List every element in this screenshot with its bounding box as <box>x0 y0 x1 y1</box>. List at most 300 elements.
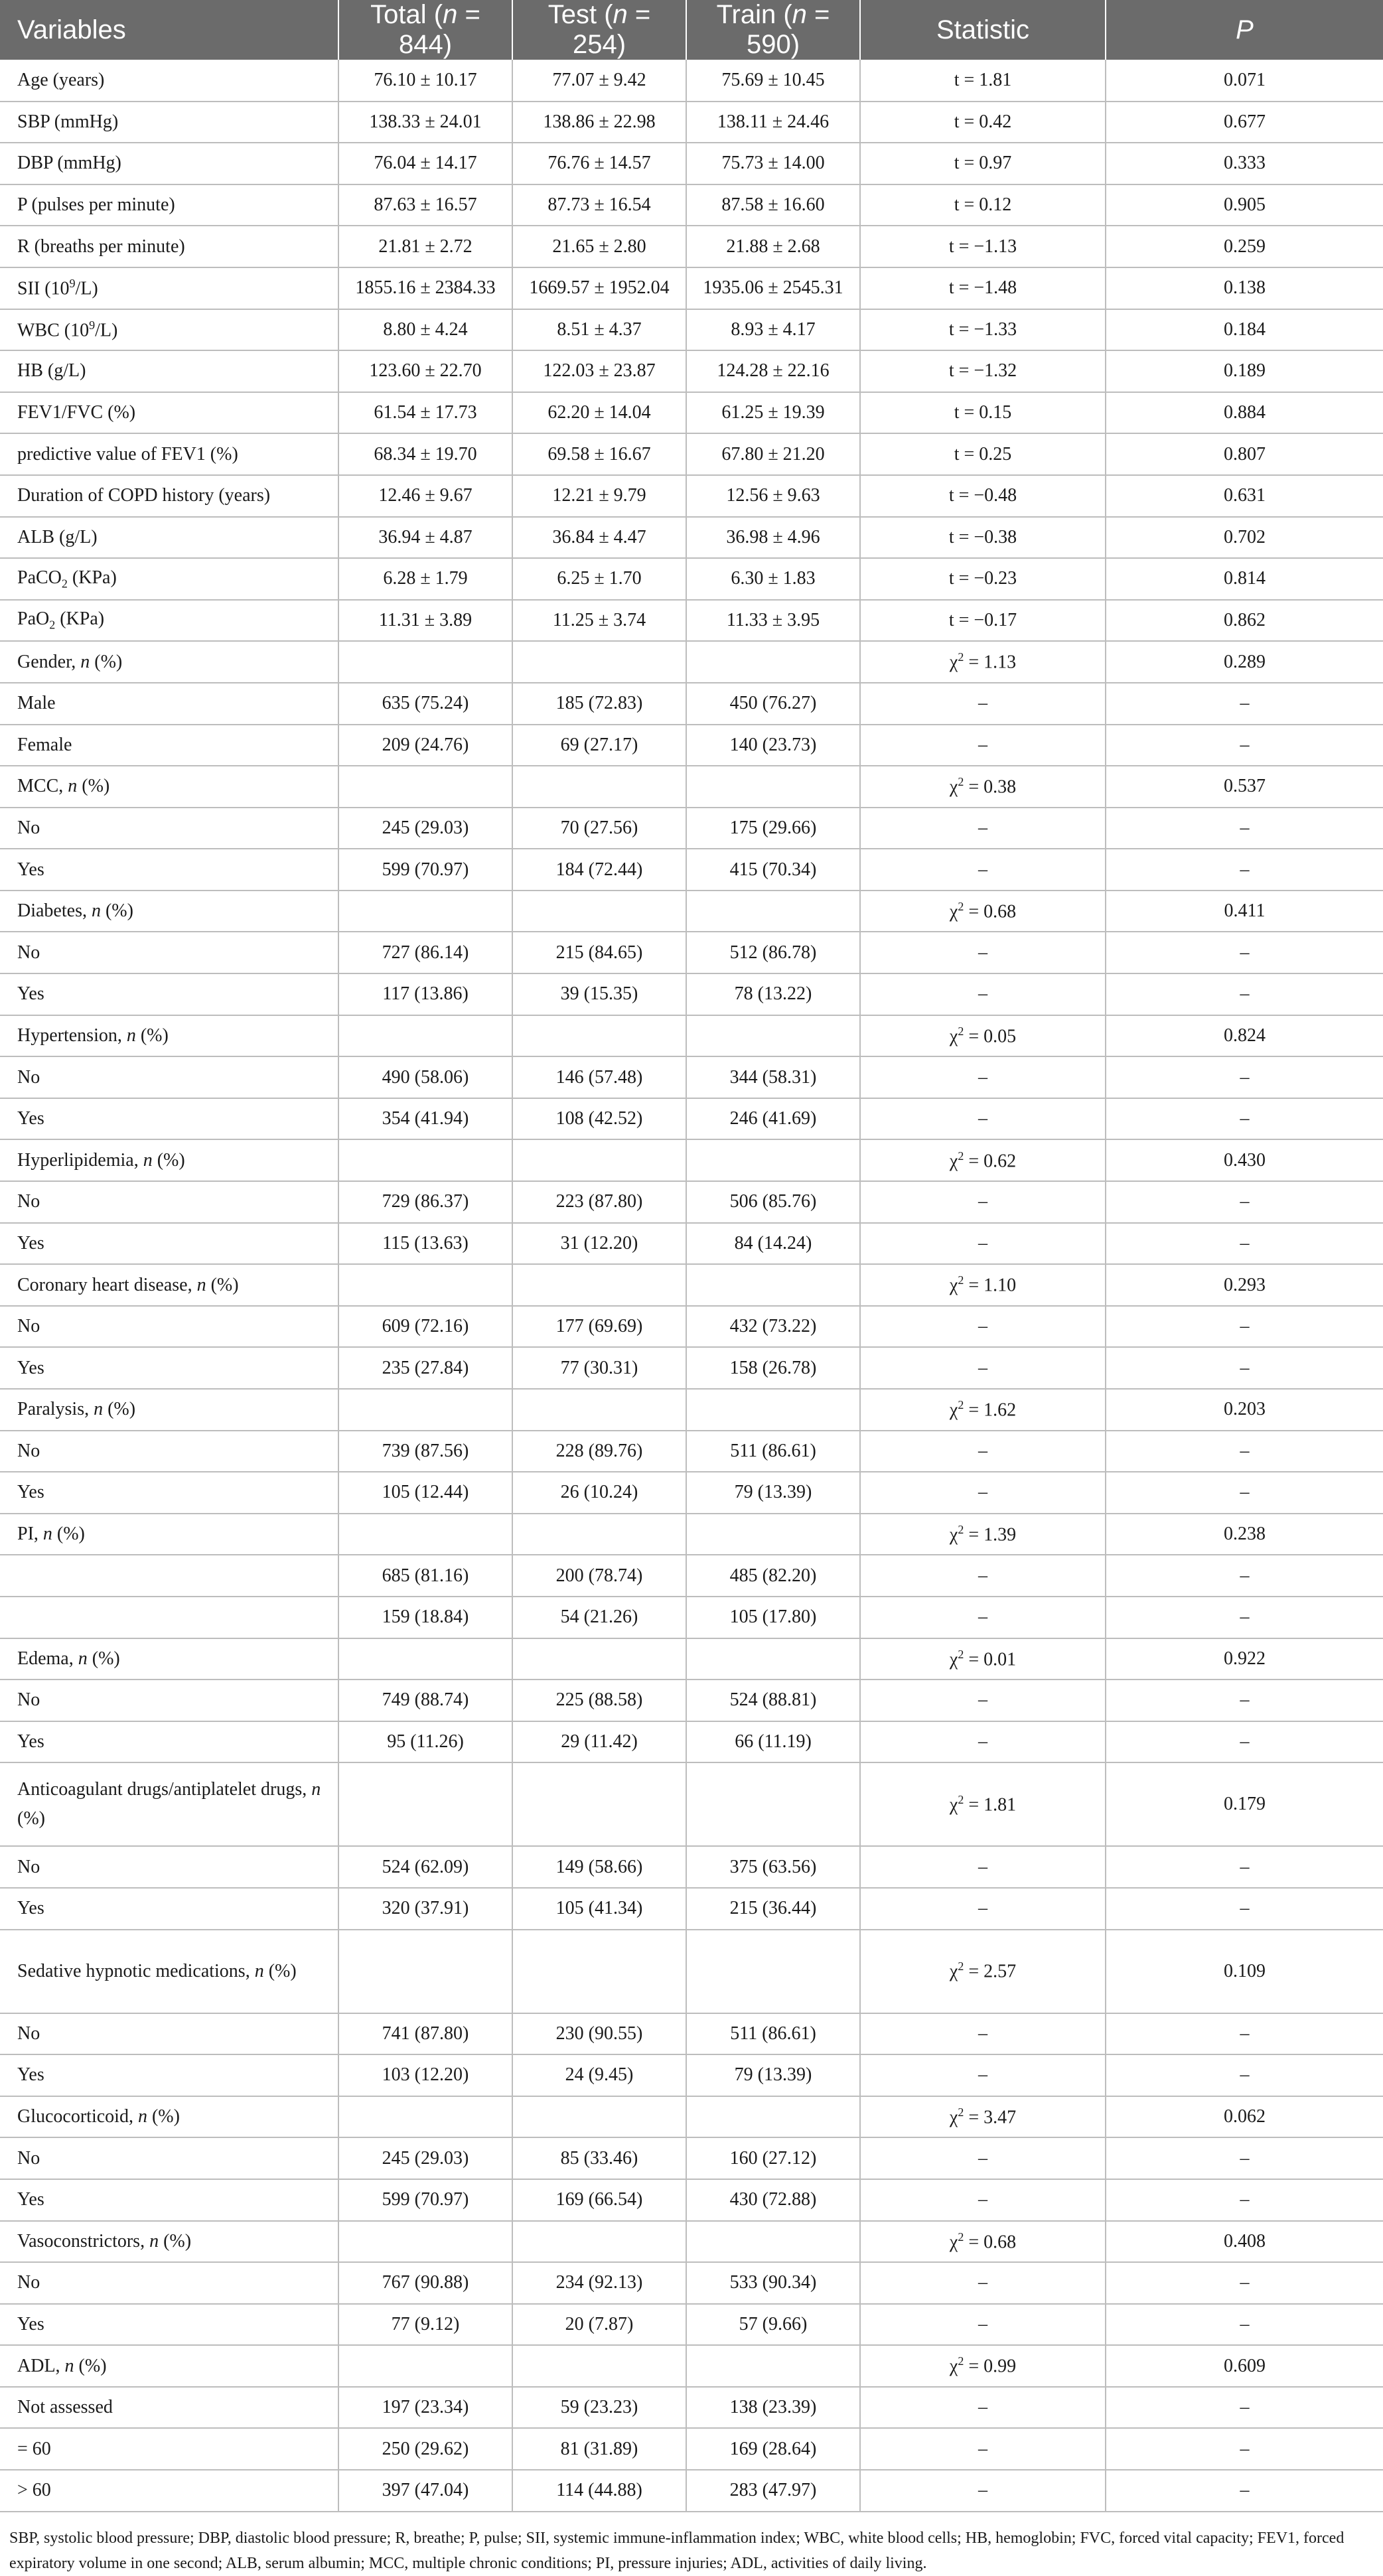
cell-total: 36.94 ± 4.87 <box>338 517 512 559</box>
cell-total: 95 (11.26) <box>338 1721 512 1763</box>
cell-total: 1855.16 ± 2384.33 <box>338 267 512 309</box>
cell-test <box>512 891 686 932</box>
cell-variable: Yes <box>0 1098 338 1140</box>
cell-train <box>686 1514 860 1555</box>
cell-test: 77.07 ± 9.42 <box>512 60 686 102</box>
cell-variable: Not assessed <box>0 2387 338 2429</box>
cell-test: 200 (78.74) <box>512 1555 686 1597</box>
cell-p-value: 0.189 <box>1106 350 1383 392</box>
cell-test <box>512 1139 686 1181</box>
cell-total: 599 (70.97) <box>338 849 512 891</box>
table-row <box>0 1431 1383 1472</box>
cell-variable <box>0 1555 338 1597</box>
cell-test: 29 (11.42) <box>512 1721 686 1763</box>
table-row <box>0 226 1383 267</box>
table-row <box>0 1555 1383 1597</box>
cell-statistic: $\chi^2 = 0.38$ <box>860 766 1106 808</box>
cell-statistic: – <box>860 1597 1106 1638</box>
table-body <box>0 60 1383 2512</box>
cell-variable: HB (g/L) <box>0 350 338 392</box>
cell-statistic: – <box>860 1056 1106 1098</box>
cell-p-value: – <box>1106 2387 1383 2429</box>
table-row <box>0 1930 1383 2013</box>
cell-p-value: 0.179 <box>1106 1762 1383 1846</box>
cell-test: 76.76 ± 14.57 <box>512 143 686 184</box>
cell-total: 245 (29.03) <box>338 808 512 849</box>
cell-statistic: $\chi^2 = 0.01$ <box>860 1638 1106 1680</box>
cell-p-value: – <box>1106 2262 1383 2304</box>
cell-train: 344 (58.31) <box>686 1056 860 1098</box>
cell-variable: SBP (mmHg) <box>0 102 338 143</box>
cell-test: 20 (7.87) <box>512 2304 686 2346</box>
cell-total: 245 (29.03) <box>338 2137 512 2179</box>
cell-p-value: – <box>1106 1056 1383 1098</box>
cell-variable: MCC, n (%) <box>0 766 338 808</box>
cell-total: 727 (86.14) <box>338 932 512 973</box>
cell-total <box>338 1139 512 1181</box>
cell-p-value: – <box>1106 1597 1383 1638</box>
cell-p-value: 0.537 <box>1106 766 1383 808</box>
cell-p-value: 0.293 <box>1106 1264 1383 1306</box>
cell-variable: Yes <box>0 1472 338 1514</box>
cell-test: 85 (33.46) <box>512 2137 686 2179</box>
cell-p-value: – <box>1106 683 1383 725</box>
cell-train: 375 (63.56) <box>686 1846 860 1888</box>
table-header <box>0 0 1383 60</box>
cell-statistic: t = −0.38 <box>860 517 1106 559</box>
table-row <box>0 309 1383 351</box>
cell-total <box>338 1638 512 1680</box>
cell-total: 68.34 ± 19.70 <box>338 433 512 475</box>
cell-statistic: t = −0.23 <box>860 558 1106 600</box>
cell-p-value: – <box>1106 2013 1383 2055</box>
table-row <box>0 725 1383 766</box>
cell-train: 21.88 ± 2.68 <box>686 226 860 267</box>
cell-p-value: 0.109 <box>1106 1930 1383 2013</box>
cell-train: 84 (14.24) <box>686 1223 860 1265</box>
cell-variable: Male <box>0 683 338 725</box>
header-train: Train (n = 590) <box>686 0 860 60</box>
table-row <box>0 2054 1383 2096</box>
table-row <box>0 808 1383 849</box>
cell-variable: > 60 <box>0 2470 338 2512</box>
cell-variable: ALB (g/L) <box>0 517 338 559</box>
cell-statistic: – <box>860 849 1106 891</box>
table-row <box>0 891 1383 932</box>
cell-total: 490 (58.06) <box>338 1056 512 1098</box>
cell-test: 70 (27.56) <box>512 808 686 849</box>
cell-test: 87.73 ± 16.54 <box>512 184 686 226</box>
table-row <box>0 1472 1383 1514</box>
cell-test: 77 (30.31) <box>512 1347 686 1389</box>
table-row <box>0 1264 1383 1306</box>
cell-statistic: – <box>860 973 1106 1015</box>
cell-train: 8.93 ± 4.17 <box>686 309 860 351</box>
cell-statistic: – <box>860 2470 1106 2512</box>
cell-variable: Yes <box>0 2179 338 2221</box>
cell-train: 175 (29.66) <box>686 808 860 849</box>
cell-statistic: – <box>860 1846 1106 1888</box>
cell-train: 1935.06 ± 2545.31 <box>686 267 860 309</box>
cell-train <box>686 2345 860 2387</box>
cell-total <box>338 2345 512 2387</box>
cell-p-value: 0.631 <box>1106 475 1383 517</box>
cell-statistic: t = 0.42 <box>860 102 1106 143</box>
cell-total: 21.81 ± 2.72 <box>338 226 512 267</box>
cell-train: 450 (76.27) <box>686 683 860 725</box>
cell-total: 77 (9.12) <box>338 2304 512 2346</box>
cell-p-value: 0.062 <box>1106 2096 1383 2138</box>
cell-train: 432 (73.22) <box>686 1306 860 1348</box>
cell-variable: PaO$_2$ (KPa) <box>0 600 338 642</box>
cell-total: 739 (87.56) <box>338 1431 512 1472</box>
table-row <box>0 1846 1383 1888</box>
cell-test: 146 (57.48) <box>512 1056 686 1098</box>
cell-train: 6.30 ± 1.83 <box>686 558 860 600</box>
cell-total <box>338 1762 512 1846</box>
cell-statistic: t = 1.81 <box>860 60 1106 102</box>
cell-statistic: $\chi^2 = 3.47$ <box>860 2096 1106 2138</box>
cell-p-value: – <box>1106 1347 1383 1389</box>
table-row <box>0 2096 1383 2138</box>
cell-variable: Gender, n (%) <box>0 641 338 683</box>
cell-total: 235 (27.84) <box>338 1347 512 1389</box>
cell-p-value: 0.862 <box>1106 600 1383 642</box>
cell-p-value: – <box>1106 973 1383 1015</box>
cell-test: 69 (27.17) <box>512 725 686 766</box>
cell-p-value: 0.922 <box>1106 1638 1383 1680</box>
cell-total: 159 (18.84) <box>338 1597 512 1638</box>
cell-variable: Edema, n (%) <box>0 1638 338 1680</box>
table-row <box>0 2179 1383 2221</box>
cell-variable: No <box>0 1431 338 1472</box>
cell-train: 169 (28.64) <box>686 2428 860 2470</box>
cell-p-value: – <box>1106 1846 1383 1888</box>
cell-variable: DBP (mmHg) <box>0 143 338 184</box>
cell-total: 87.63 ± 16.57 <box>338 184 512 226</box>
cell-test: 8.51 ± 4.37 <box>512 309 686 351</box>
cell-total <box>338 641 512 683</box>
table-row <box>0 1098 1383 1140</box>
cell-variable: Sedative hypnotic medications, n (%) <box>0 1930 338 2013</box>
table-row <box>0 1015 1383 1057</box>
cell-statistic: – <box>860 2387 1106 2429</box>
cell-statistic: t = −0.48 <box>860 475 1106 517</box>
cell-test: 69.58 ± 16.67 <box>512 433 686 475</box>
cell-total: 105 (12.44) <box>338 1472 512 1514</box>
table-row <box>0 433 1383 475</box>
table-row <box>0 849 1383 891</box>
cell-statistic: $\chi^2 = 0.68$ <box>860 891 1106 932</box>
cell-total <box>338 1930 512 2013</box>
cell-variable <box>0 1597 338 1638</box>
cell-total <box>338 2221 512 2263</box>
table-row <box>0 184 1383 226</box>
table-row <box>0 1139 1383 1181</box>
cell-test <box>512 1930 686 2013</box>
cell-train: 79 (13.39) <box>686 1472 860 1514</box>
cell-train: 124.28 ± 22.16 <box>686 350 860 392</box>
cell-train: 78 (13.22) <box>686 973 860 1015</box>
cell-statistic: – <box>860 1223 1106 1265</box>
cell-test <box>512 641 686 683</box>
table-row <box>0 1223 1383 1265</box>
cell-total <box>338 1015 512 1057</box>
cell-variable: Hyperlipidemia, n (%) <box>0 1139 338 1181</box>
cell-variable: Yes <box>0 1888 338 1930</box>
cell-train: 246 (41.69) <box>686 1098 860 1140</box>
table-row <box>0 1181 1383 1223</box>
cell-statistic: t = −0.17 <box>860 600 1106 642</box>
table-row <box>0 350 1383 392</box>
header-p: P <box>1236 15 1254 44</box>
cell-variable: No <box>0 1680 338 1721</box>
cell-total: 609 (72.16) <box>338 1306 512 1348</box>
cell-test <box>512 2096 686 2138</box>
cell-variable: Glucocorticoid, n (%) <box>0 2096 338 2138</box>
cell-p-value: 0.411 <box>1106 891 1383 932</box>
cell-train: 158 (26.78) <box>686 1347 860 1389</box>
cell-variable: Vasoconstrictors, n (%) <box>0 2221 338 2263</box>
cell-test <box>512 1015 686 1057</box>
cell-total: 115 (13.63) <box>338 1223 512 1265</box>
cell-train: 138.11 ± 24.46 <box>686 102 860 143</box>
cell-statistic: – <box>860 932 1106 973</box>
cell-statistic: t = −1.32 <box>860 350 1106 392</box>
cell-test: 149 (58.66) <box>512 1846 686 1888</box>
cell-statistic: – <box>860 725 1106 766</box>
cell-variable: No <box>0 1181 338 1223</box>
cell-test: 12.21 ± 9.79 <box>512 475 686 517</box>
table-row <box>0 2345 1383 2387</box>
cell-p-value: – <box>1106 2054 1383 2096</box>
cell-train <box>686 2221 860 2263</box>
table-row <box>0 1888 1383 1930</box>
cell-train <box>686 1264 860 1306</box>
cell-total: 8.80 ± 4.24 <box>338 309 512 351</box>
cell-test <box>512 766 686 808</box>
table-row <box>0 1597 1383 1638</box>
cell-statistic: $\chi^2 = 2.57$ <box>860 1930 1106 2013</box>
table-row <box>0 1306 1383 1348</box>
cell-total <box>338 891 512 932</box>
cell-variable: FEV1/FVC (%) <box>0 392 338 434</box>
cell-train <box>686 1638 860 1680</box>
cell-p-value: 0.884 <box>1106 392 1383 434</box>
cell-test: 228 (89.76) <box>512 1431 686 1472</box>
cell-train: 511 (86.61) <box>686 1431 860 1472</box>
table-row <box>0 2387 1383 2429</box>
cell-statistic: – <box>860 2137 1106 2179</box>
cell-test: 122.03 ± 23.87 <box>512 350 686 392</box>
cell-train: 512 (86.78) <box>686 932 860 973</box>
cell-test: 169 (66.54) <box>512 2179 686 2221</box>
cell-test: 234 (92.13) <box>512 2262 686 2304</box>
cell-variable: PaCO$_2$ (KPa) <box>0 558 338 600</box>
cell-total: 635 (75.24) <box>338 683 512 725</box>
cell-variable: Hypertension, n (%) <box>0 1015 338 1057</box>
cell-p-value: 0.807 <box>1106 433 1383 475</box>
cell-p-value: 0.677 <box>1106 102 1383 143</box>
cell-total: 117 (13.86) <box>338 973 512 1015</box>
cell-total <box>338 1514 512 1555</box>
cell-p-value: 0.702 <box>1106 517 1383 559</box>
header-variables: Variables <box>0 0 338 60</box>
cell-train: 138 (23.39) <box>686 2387 860 2429</box>
cell-total: 138.33 ± 24.01 <box>338 102 512 143</box>
cell-total: 354 (41.94) <box>338 1098 512 1140</box>
cell-total: 76.10 ± 10.17 <box>338 60 512 102</box>
cell-total: 599 (70.97) <box>338 2179 512 2221</box>
cell-test: 185 (72.83) <box>512 683 686 725</box>
cell-test: 215 (84.65) <box>512 932 686 973</box>
cell-test: 11.25 ± 3.74 <box>512 600 686 642</box>
header-statistic: Statistic <box>860 0 1106 60</box>
cell-variable: No <box>0 2262 338 2304</box>
cell-statistic: t = −1.13 <box>860 226 1106 267</box>
table-row <box>0 1721 1383 1763</box>
table-row <box>0 641 1383 683</box>
table-row <box>0 143 1383 184</box>
cell-variable: WBC $(10^9/L)$ <box>0 309 338 351</box>
cell-test: 108 (42.52) <box>512 1098 686 1140</box>
cell-test <box>512 1264 686 1306</box>
table-row <box>0 1638 1383 1680</box>
cell-train: 430 (72.88) <box>686 2179 860 2221</box>
cell-test <box>512 1762 686 1846</box>
cell-train: 506 (85.76) <box>686 1181 860 1223</box>
cell-p-value: 0.203 <box>1106 1389 1383 1431</box>
cell-test <box>512 2221 686 2263</box>
cell-train: 415 (70.34) <box>686 849 860 891</box>
cell-train: 160 (27.12) <box>686 2137 860 2179</box>
cell-statistic: $\chi^2 = 0.68$ <box>860 2221 1106 2263</box>
cell-train: 105 (17.80) <box>686 1597 860 1638</box>
cell-statistic: – <box>860 1680 1106 1721</box>
cell-test <box>512 2345 686 2387</box>
cell-variable: Coronary heart disease, n (%) <box>0 1264 338 1306</box>
cell-test: 24 (9.45) <box>512 2054 686 2096</box>
cell-train: 215 (36.44) <box>686 1888 860 1930</box>
cell-statistic: – <box>860 2304 1106 2346</box>
cell-test <box>512 1514 686 1555</box>
cell-p-value: – <box>1106 1680 1383 1721</box>
cell-p-value: – <box>1106 2428 1383 2470</box>
cell-variable: No <box>0 932 338 973</box>
cell-test: 114 (44.88) <box>512 2470 686 2512</box>
cell-statistic: $\chi^2 = 0.62$ <box>860 1139 1106 1181</box>
cell-statistic: – <box>860 1721 1106 1763</box>
table-row <box>0 2470 1383 2512</box>
cell-variable: No <box>0 1846 338 1888</box>
cell-train <box>686 641 860 683</box>
cell-variable: Yes <box>0 2054 338 2096</box>
table-row <box>0 2013 1383 2055</box>
cell-test: 1669.57 ± 1952.04 <box>512 267 686 309</box>
cell-p-value: – <box>1106 2137 1383 2179</box>
cell-test: 39 (15.35) <box>512 973 686 1015</box>
cell-train: 67.80 ± 21.20 <box>686 433 860 475</box>
table-row <box>0 475 1383 517</box>
cell-total: 749 (88.74) <box>338 1680 512 1721</box>
cell-total: 6.28 ± 1.79 <box>338 558 512 600</box>
cell-variable: P (pulses per minute) <box>0 184 338 226</box>
cell-train: 87.58 ± 16.60 <box>686 184 860 226</box>
cell-total: 197 (23.34) <box>338 2387 512 2429</box>
cell-train: 75.73 ± 14.00 <box>686 143 860 184</box>
cell-p-value: 0.905 <box>1106 184 1383 226</box>
cell-total <box>338 766 512 808</box>
cell-train: 75.69 ± 10.45 <box>686 60 860 102</box>
table-row <box>0 267 1383 309</box>
cell-statistic: – <box>860 1431 1106 1472</box>
cell-variable: R (breaths per minute) <box>0 226 338 267</box>
cell-p-value: – <box>1106 2179 1383 2221</box>
table-row <box>0 1762 1383 1846</box>
cell-p-value: – <box>1106 1223 1383 1265</box>
cell-p-value: 0.259 <box>1106 226 1383 267</box>
cell-train <box>686 1930 860 2013</box>
cell-test: 184 (72.44) <box>512 849 686 891</box>
cell-test: 105 (41.34) <box>512 1888 686 1930</box>
cell-p-value: – <box>1106 849 1383 891</box>
cell-statistic: $\chi^2 = 1.10$ <box>860 1264 1106 1306</box>
cell-train: 485 (82.20) <box>686 1555 860 1597</box>
cell-variable: SII $(10^9/L)$ <box>0 267 338 309</box>
table-row <box>0 60 1383 102</box>
table-row <box>0 1514 1383 1555</box>
cell-variable: No <box>0 2137 338 2179</box>
cell-train: 283 (47.97) <box>686 2470 860 2512</box>
cell-statistic: – <box>860 2054 1106 2096</box>
cell-variable: ADL, n (%) <box>0 2345 338 2387</box>
cell-variable: Yes <box>0 849 338 891</box>
cell-train: 11.33 ± 3.95 <box>686 600 860 642</box>
table-row <box>0 392 1383 434</box>
cell-statistic: – <box>860 1555 1106 1597</box>
cell-total <box>338 2096 512 2138</box>
cell-total <box>338 1264 512 1306</box>
cell-statistic: t = −1.33 <box>860 309 1106 351</box>
cell-statistic: – <box>860 1306 1106 1348</box>
cell-train: 57 (9.66) <box>686 2304 860 2346</box>
cell-p-value: – <box>1106 1555 1383 1597</box>
cell-statistic: $\chi^2 = 0.99$ <box>860 2345 1106 2387</box>
cell-statistic: t = 0.25 <box>860 433 1106 475</box>
table-row <box>0 558 1383 600</box>
cell-variable: No <box>0 1306 338 1348</box>
cell-train <box>686 2096 860 2138</box>
table-row <box>0 932 1383 973</box>
cell-p-value: 0.824 <box>1106 1015 1383 1057</box>
cell-p-value: 0.333 <box>1106 143 1383 184</box>
cell-train: 524 (88.81) <box>686 1680 860 1721</box>
table-row <box>0 2262 1383 2304</box>
cell-statistic: – <box>860 683 1106 725</box>
cell-variable: predictive value of FEV1 (%) <box>0 433 338 475</box>
cell-p-value: 0.138 <box>1106 267 1383 309</box>
cell-p-value: 0.430 <box>1106 1139 1383 1181</box>
cell-test: 6.25 ± 1.70 <box>512 558 686 600</box>
cell-variable: Yes <box>0 1223 338 1265</box>
table-row <box>0 683 1383 725</box>
cell-total: 685 (81.16) <box>338 1555 512 1597</box>
cell-statistic: $\chi^2 = 1.62$ <box>860 1389 1106 1431</box>
cell-train: 140 (23.73) <box>686 725 860 766</box>
cell-p-value: – <box>1106 2304 1383 2346</box>
header-row <box>0 0 1383 60</box>
cell-p-value: – <box>1106 808 1383 849</box>
